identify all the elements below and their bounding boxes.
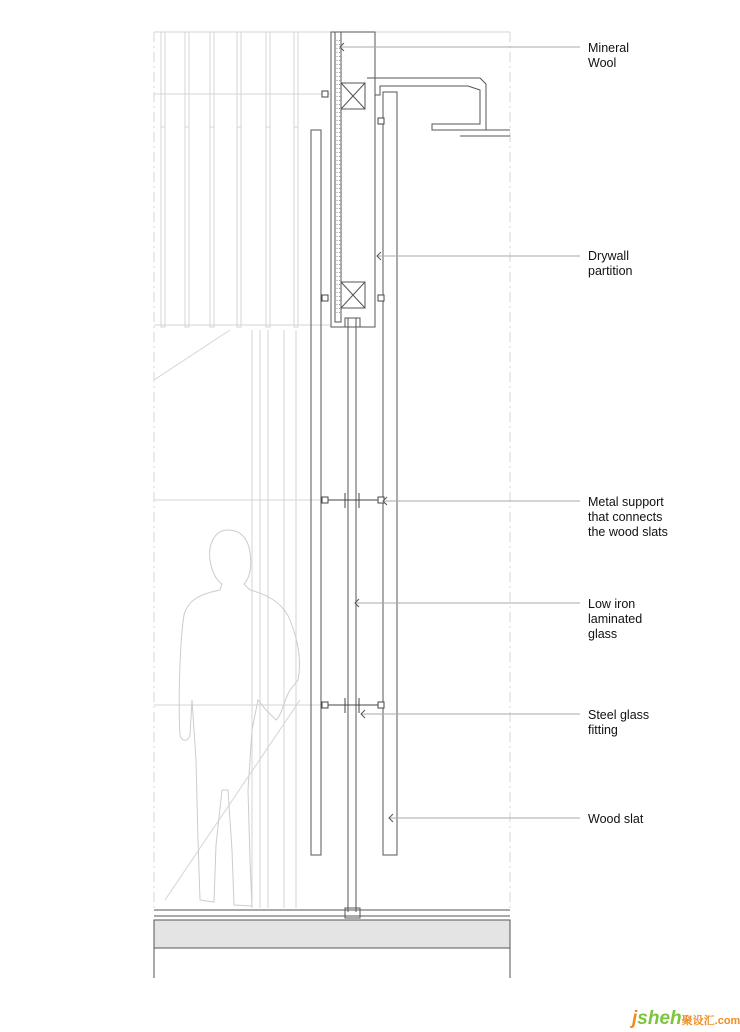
label-glass-line-1: Low iron [588, 597, 636, 611]
label-drywall-line-1: Drywall [588, 249, 629, 263]
label-mineral-wool [588, 41, 629, 71]
label-low-iron-glass [588, 597, 642, 642]
watermark-sub: 聚设汇.com [681, 1015, 740, 1027]
label-metal-support-line-2: that connects [588, 510, 663, 524]
label-fitting-line-1: Steel glass [588, 708, 650, 722]
label-mineral-wool-line-2: Wool [588, 56, 617, 70]
label-wood-slat-line-1: Wood slat [588, 812, 644, 826]
label-wood-slat [588, 812, 643, 827]
watermark-logo [632, 1008, 740, 1030]
watermark-main [632, 1008, 682, 1029]
background-slats [154, 32, 510, 910]
label-mineral-wool-line-1: Mineral [588, 41, 629, 55]
label-metal-support [588, 495, 668, 540]
label-drywall-partition [588, 249, 632, 279]
label-glass-line-3: glass [588, 627, 618, 641]
main-section [154, 32, 510, 920]
label-fitting-line-2: fitting [588, 723, 618, 737]
label-metal-support-line-3: the wood slats [588, 525, 668, 539]
label-glass-line-2: laminated [588, 612, 643, 626]
mineral-wool-hatch [337, 40, 340, 315]
label-metal-support-line-1: Metal support [588, 495, 664, 509]
watermark-j: j [632, 1008, 638, 1029]
concrete-slab [154, 920, 510, 948]
watermark-text: sheh [637, 1008, 682, 1029]
label-drywall-line-2: partition [588, 264, 633, 278]
label-steel-glass-fitting [588, 708, 649, 738]
human-silhouette [179, 530, 299, 906]
